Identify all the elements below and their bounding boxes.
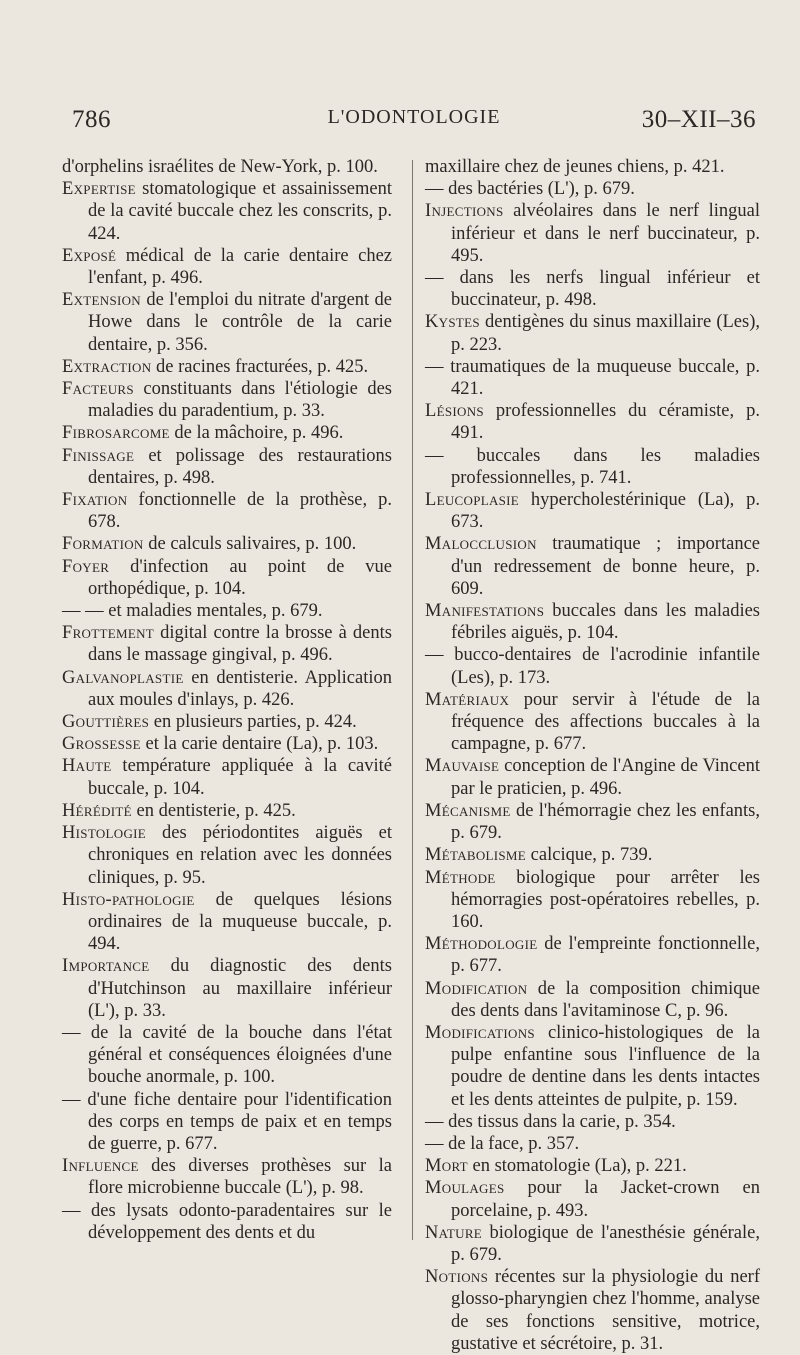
entry-keyword: Modification <box>425 978 528 999</box>
entry-text: — des bactéries (L'), p. 679. <box>425 179 635 200</box>
index-entry <box>62 489 392 533</box>
entry-keyword: Matériaux <box>425 689 510 710</box>
index-entry <box>425 867 760 934</box>
entry-text: — des tissus dans la carie, p. 354. <box>425 1111 676 1132</box>
entry-text: traumatique ; importance d'un redressement de bonne heure, p. 609. <box>451 534 760 599</box>
entry-keyword: Lésions <box>425 401 484 422</box>
entry-text: conception de l'Angine de Vincent par le praticien, p. 496. <box>451 756 760 799</box>
index-entry <box>62 1089 392 1156</box>
entry-text: digital contre la brosse à dents dans le massage gingival, p. 496. <box>88 623 392 666</box>
entry-keyword: Extension <box>62 290 141 311</box>
entry-text: pour la Jacket-crown en porcelaine, p. 493. <box>451 1178 760 1221</box>
index-entry <box>425 755 760 799</box>
entry-keyword: Injections <box>425 201 504 222</box>
entry-text: — bucco-dentaires de l'acrodinie infantile (Les), p. 173. <box>425 645 760 688</box>
entry-keyword: Frottement <box>62 623 154 644</box>
entry-text: médical de la carie dentaire chez l'enfant, p. 496. <box>88 245 392 289</box>
entry-text: pour servir à l'étude de la fréquence des affections buccales à la campagne, p. 677. <box>451 689 760 755</box>
entry-keyword: Leucoplasie <box>425 490 520 511</box>
entry-keyword: Importance <box>62 956 150 977</box>
index-entry <box>62 1200 392 1244</box>
page-number: 786 <box>72 106 111 133</box>
entry-keyword: Mauvaise <box>425 756 500 777</box>
entry-keyword: Histo-pathologie <box>62 889 195 910</box>
entry-text: de l'emploi du nitrate d'argent de Howe dans le contrôle de la carie dentaire, p. 356. <box>88 290 392 355</box>
entry-text: — de la cavité de la bouche dans l'état général et conséquences éloignées d'une bouche anormale, p. 100. <box>62 1022 392 1088</box>
entry-text: de quelques lésions ordinaires de la muqueuse buccale, p. 494. <box>88 889 392 955</box>
entry-text: de la mâchoire, p. 496. <box>169 423 344 444</box>
index-entry <box>62 755 392 799</box>
index-entry <box>425 1222 760 1266</box>
index-entry <box>425 800 760 844</box>
index-entry <box>62 156 392 178</box>
entry-text: récentes sur la physiologie du nerf glosso-pharyngien chez l'homme, analyse de ses fonctions sensitive, motrice, gustative et sécrétoire, p. 31. <box>451 1267 760 1354</box>
entry-keyword: Méthode <box>425 867 496 888</box>
entry-text: stomatologique et assainissement de la cavité buccale chez les conscrits, p. 424. <box>88 179 392 244</box>
entry-text: biologique pour arrêter les hémorragies post-opératoires rebelles, p. 160. <box>451 867 760 932</box>
entry-text: calcique, p. 739. <box>526 845 653 866</box>
entry-text: buccales dans les maladies fébriles aiguës, p. 104. <box>451 601 760 644</box>
entry-keyword: Mort <box>425 1156 468 1177</box>
entry-text: — de la face, p. 357. <box>425 1133 580 1154</box>
entry-text: de calculs salivaires, p. 100. <box>143 534 357 555</box>
entry-text: — traumatiques de la muqueuse buccale, p. 421. <box>425 356 760 400</box>
index-entry <box>425 1177 760 1221</box>
entry-text: des périodontites aiguës et chroniques en relation avec les données cliniques, p. 95. <box>88 823 392 888</box>
index-entry <box>62 556 392 600</box>
entry-keyword: Exposé <box>62 245 117 266</box>
entry-keyword: Métabolisme <box>425 845 527 866</box>
index-entry <box>425 1266 760 1355</box>
index-entry <box>425 156 760 178</box>
entry-keyword: Expertise <box>62 179 136 200</box>
index-entry <box>425 978 760 1022</box>
index-entry <box>62 1022 392 1089</box>
index-entry <box>425 933 760 977</box>
index-entry <box>425 689 760 756</box>
entry-keyword: Fixation <box>62 490 128 511</box>
entry-text: constituants dans l'étiologie des maladies du paradentium, p. 33. <box>88 379 392 422</box>
entry-keyword: Hérédité <box>62 800 132 821</box>
entry-text: d'orphelins israélites de New-York, p. 100. <box>62 157 378 177</box>
index-entry <box>425 844 760 866</box>
entry-text: en plusieurs parties, p. 424. <box>149 712 357 733</box>
entry-keyword: Facteurs <box>62 379 134 400</box>
index-entry <box>425 267 760 311</box>
entry-keyword: Influence <box>62 1156 139 1177</box>
index-entry <box>62 889 392 956</box>
index-entry <box>62 800 392 822</box>
entry-text: du diagnostic des dents d'Hutchinson au maxillaire inférieur (L'), p. 33. <box>88 956 392 1021</box>
entry-text: de la composition chimique des dents dans l'avitaminose C, p. 96. <box>451 978 760 1021</box>
index-entry <box>62 533 392 555</box>
index-entry <box>62 1155 392 1199</box>
entry-text: hypercholestérinique (La), p. 673. <box>451 490 760 533</box>
index-entry <box>62 733 392 755</box>
entry-text: alvéolaires dans le nerf lingual inférieur et dans le nerf buccinateur, p. 495. <box>451 201 760 266</box>
running-title: L'ODONTOLOGIE <box>327 106 501 128</box>
index-entry <box>425 489 760 533</box>
index-entry <box>62 711 392 733</box>
entry-keyword: Moulages <box>425 1178 505 1199</box>
index-entry <box>425 400 760 444</box>
entry-text: en dentisterie. Application aux moules d'inlays, p. 426. <box>88 667 392 710</box>
index-entry <box>425 356 760 400</box>
entry-text: professionnelles du céramiste, p. 491. <box>451 401 760 444</box>
entry-text: de l'empreinte fonctionnelle, p. 677. <box>451 934 760 977</box>
index-entry <box>425 1133 760 1155</box>
index-entry <box>62 289 392 356</box>
entry-keyword: Notions <box>425 1267 489 1288</box>
index-entry <box>62 378 392 422</box>
entry-text: — buccales dans les maladies professionnelles, p. 741. <box>425 445 760 488</box>
entry-keyword: Malocclusion <box>425 534 537 555</box>
index-entry <box>62 178 392 245</box>
entry-text: fonctionnelle de la prothèse, p. 678. <box>88 490 392 533</box>
entry-keyword: Foyer <box>62 556 110 577</box>
entry-keyword: Gouttières <box>62 712 150 733</box>
entry-text: — — et maladies mentales, p. 679. <box>62 601 323 622</box>
index-entry <box>62 622 392 666</box>
entry-keyword: Galvanoplastie <box>62 667 184 688</box>
left-column <box>62 156 392 1244</box>
entry-keyword: Formation <box>62 534 144 555</box>
index-entry <box>425 178 760 200</box>
entry-keyword: Finissage <box>62 445 135 466</box>
entry-text: biologique de l'anesthésie générale, p. 679. <box>451 1222 760 1265</box>
entry-text: en stomatologie (La), p. 221. <box>467 1156 687 1177</box>
entry-text: maxillaire chez de jeunes chiens, p. 421. <box>425 157 725 177</box>
right-column <box>425 156 760 1355</box>
index-entry <box>62 245 392 289</box>
entry-keyword: Grossesse <box>62 734 141 755</box>
entry-text: des diverses prothèses sur la flore microbienne buccale (L'), p. 98. <box>88 1156 392 1199</box>
index-entry <box>62 356 392 378</box>
index-entry <box>425 1111 760 1133</box>
entry-text: température appliquée à la cavité buccale, p. 104. <box>88 756 392 799</box>
page-header <box>72 106 756 146</box>
index-entry <box>425 600 760 644</box>
entry-keyword: Haute <box>62 756 112 777</box>
entry-keyword: Mécanisme <box>425 800 511 821</box>
entry-text: et polissage des restaurations dentaires, p. 498. <box>88 445 392 488</box>
entry-text: — d'une fiche dentaire pour l'identification des corps en temps de paix et en temps de guerre, p. 677. <box>62 1089 392 1154</box>
entry-keyword: Méthodologie <box>425 934 538 955</box>
issue-date: 30–XII–36 <box>641 106 756 133</box>
entry-keyword: Fibrosarcome <box>62 423 170 444</box>
index-entry <box>62 822 392 889</box>
entry-text: — des lysats odonto-paradentaires sur le développement des dents et du <box>62 1200 392 1243</box>
entry-text: dentigènes du sinus maxillaire (Les), p. 223. <box>451 312 760 355</box>
index-entry <box>425 1155 760 1177</box>
entry-text: clinico-histologiques de la pulpe enfantine sous l'influence de la poudre de dentine dans les dents intactes et les dents atteintes de pulpite, p. 159. <box>451 1022 760 1110</box>
entry-keyword: Extraction <box>62 356 152 377</box>
entry-text: d'infection au point de vue orthopédique, p. 104. <box>88 556 392 599</box>
entry-keyword: Nature <box>425 1222 483 1243</box>
entry-keyword: Kystes <box>425 312 480 333</box>
index-entry <box>425 644 760 688</box>
index-entry <box>425 311 760 355</box>
index-entry <box>425 533 760 600</box>
entry-keyword: Modifications <box>425 1022 535 1043</box>
index-entry <box>62 667 392 711</box>
column-divider <box>412 160 413 1240</box>
index-entry <box>62 600 392 622</box>
entry-keyword: Manifestations <box>425 601 545 622</box>
index-entry <box>62 422 392 444</box>
index-entry <box>425 200 760 267</box>
index-entry <box>425 1022 760 1111</box>
index-entry <box>62 445 392 489</box>
entry-text: de l'hémorragie chez les enfants, p. 679. <box>451 800 760 844</box>
entry-keyword: Histologie <box>62 823 147 844</box>
index-entry <box>62 955 392 1022</box>
entry-text: en dentisterie, p. 425. <box>131 800 296 821</box>
entry-text: — dans les nerfs lingual inférieur et buccinateur, p. 498. <box>425 268 760 311</box>
index-entry <box>425 445 760 489</box>
entry-text: et la carie dentaire (La), p. 103. <box>140 734 379 755</box>
entry-text: de racines fracturées, p. 425. <box>151 356 369 377</box>
